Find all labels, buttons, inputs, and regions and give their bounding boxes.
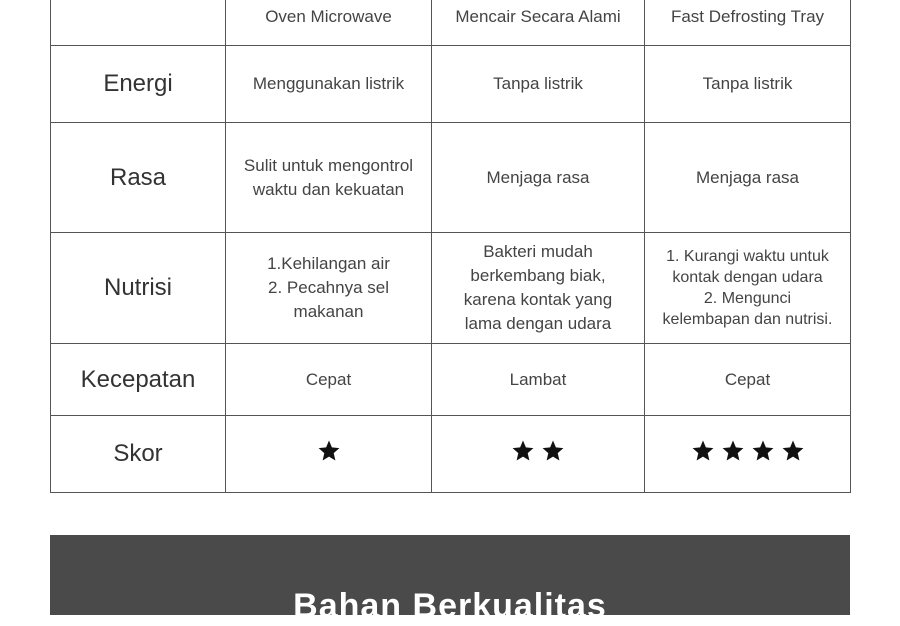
table-cell xyxy=(432,233,645,344)
table-row-skor xyxy=(51,416,851,493)
table-cell xyxy=(226,233,432,344)
row-label-kecepatan: Kecepatan xyxy=(51,344,226,416)
star-rating xyxy=(511,439,565,463)
cell-text: Tanpa listrik xyxy=(493,74,583,93)
score-cell xyxy=(432,416,645,493)
star-icon xyxy=(781,439,805,463)
table-cell xyxy=(226,123,432,233)
comparison-table xyxy=(50,0,851,493)
table-cell xyxy=(226,344,432,416)
row-label-energi: Energi xyxy=(51,46,226,123)
table-cell xyxy=(432,46,645,123)
table-cell xyxy=(432,344,645,416)
cell-text: Menggunakan listrik xyxy=(252,74,405,93)
section-title: Bahan Berkualitas xyxy=(293,587,607,625)
column-header-oven-microwave: Oven Microwave xyxy=(226,0,432,46)
cell-text: Bakteri mudah berkembang biak, karena kontak yang lama dengan udara xyxy=(463,242,613,333)
table-cell xyxy=(645,344,851,416)
table-cell xyxy=(432,123,645,233)
table-row-nutrisi xyxy=(51,233,851,344)
cell-text: Menjaga rasa xyxy=(486,167,590,187)
star-icon xyxy=(751,439,775,463)
table-cell xyxy=(645,233,851,344)
cell-text: Cepat xyxy=(305,369,352,389)
section-banner xyxy=(50,535,850,625)
column-header-natural-thaw: Mencair Secara Alami xyxy=(432,0,645,46)
star-icon xyxy=(317,439,341,463)
table-row-kecepatan xyxy=(51,344,851,416)
row-label-nutrisi: Nutrisi xyxy=(51,233,226,344)
row-label-rasa: Rasa xyxy=(51,123,226,233)
cell-text: 1.Kehilangan air 2. Pecahnya sel makanan xyxy=(267,254,390,321)
table-row-rasa xyxy=(51,123,851,233)
star-icon xyxy=(691,439,715,463)
star-icon xyxy=(541,439,565,463)
star-rating xyxy=(317,439,341,463)
table-header-row xyxy=(51,0,851,46)
table-cell xyxy=(645,46,851,123)
header-corner-cell xyxy=(51,0,226,46)
star-rating xyxy=(691,439,805,463)
cell-text: Sulit untuk mengontrol waktu dan kekuatan xyxy=(243,155,414,199)
star-icon xyxy=(721,439,745,463)
column-header-defrosting-tray: Fast Defrosting Tray xyxy=(645,0,851,46)
table-cell xyxy=(226,46,432,123)
row-label-skor: Skor xyxy=(51,416,226,493)
cell-text: 1. Kurangi waktu untuk kontak dengan udara 2. Mengunci kelembapan dan nutrisi. xyxy=(662,248,833,328)
score-cell xyxy=(645,416,851,493)
table-row-energi xyxy=(51,46,851,123)
cell-text: Cepat xyxy=(724,369,771,389)
cell-text: Tanpa listrik xyxy=(702,74,793,93)
star-icon xyxy=(511,439,535,463)
score-cell xyxy=(226,416,432,493)
cell-text: Menjaga rasa xyxy=(695,167,799,187)
table-cell xyxy=(645,123,851,233)
cell-text: Lambat xyxy=(509,369,567,389)
